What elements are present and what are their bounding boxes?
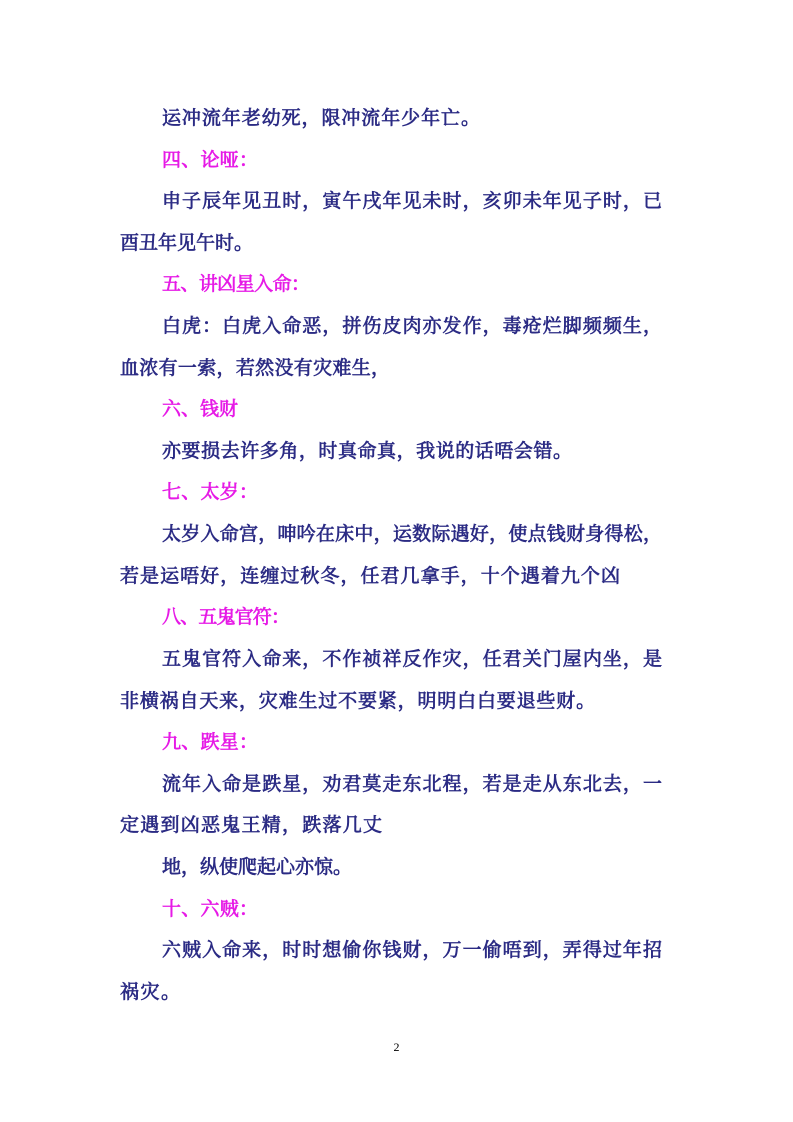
body-line: 五鬼官符入命来，不作祯祥反作灾，任君关门屋内坐，是 (162, 648, 664, 670)
section-heading-five: 五、讲凶星入命： (162, 273, 310, 295)
body-line: 亦要损去许多角，时真命真，我说的话唔会错。 (162, 440, 573, 462)
body-line: 若是运唔好，连缠过秋冬，任君几拿手，十个遇着九个凶 (120, 565, 622, 587)
body-line: 运冲流年老幼死，限冲流年少年亡。 (162, 107, 481, 129)
body-line: 酉丑年见午时。 (120, 232, 254, 254)
section-heading-eight: 八、五鬼官符： (162, 606, 290, 628)
body-line: 白虎：白虎入命恶，拼伤皮肉亦发作，毒疮烂脚频频生， (162, 315, 664, 337)
body-line: 地，纵使爬起心亦惊。 (162, 856, 353, 878)
page-number: 2 (393, 1040, 400, 1054)
section-heading-nine: 九、跌星： (162, 731, 259, 753)
section-heading-seven: 七、太岁： (162, 481, 259, 503)
body-line: 非横祸自天来，灾难生过不要紧，明明白白要退些财。 (120, 690, 596, 712)
body-line: 祸灾。 (120, 981, 182, 1003)
section-heading-ten: 十、六贼： (162, 898, 259, 920)
body-line: 申子辰年见丑时，寅午戌年见未时，亥卯未年见子时，已 (162, 190, 664, 212)
body-line: 太岁入命宫，呻吟在床中，运数际遇好，使点钱财身得松， (162, 523, 663, 545)
body-line: 六贼入命来，时时想偷你钱财，万一偷唔到，弄得过年招 (162, 939, 664, 961)
body-line: 定遇到凶恶鬼王精，跌落几丈 (120, 814, 384, 836)
section-heading-four: 四、论哑： (162, 149, 259, 171)
section-heading-six: 六、钱财 (162, 398, 238, 420)
body-line: 血浓有一索，若然没有灾难生， (120, 357, 391, 379)
body-line: 流年入命是跌星，劝君莫走东北程，若是走从东北去，一 (162, 773, 664, 795)
